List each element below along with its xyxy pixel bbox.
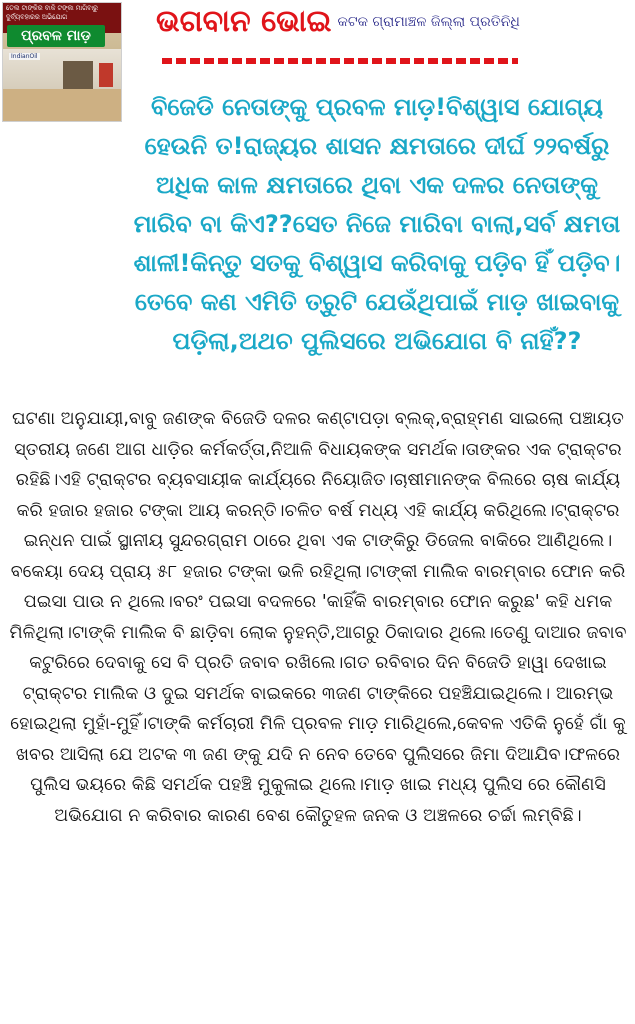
byline bbox=[156, 4, 631, 52]
thumbnail-door bbox=[63, 61, 93, 89]
thumbnail-ground bbox=[3, 89, 121, 121]
thumbnail-fuel-pump bbox=[99, 63, 113, 87]
news-thumbnail-image bbox=[2, 2, 122, 122]
article-highlight: ବିଜେଡି ନେତାଙ୍କୁ ପ୍ରବଳ ମାଡ଼!ବିଶ୍ୱାସ ଯୋଗ୍ୟ ହେଉନି ତ!ରାଜ୍ୟର ଶାସନ କ୍ଷମତାରେ ଦୀର୍ଘ ୨୨ବର୍ଷରୁ ଅଧିକ କାଳ କ୍ଷମତାରେ ଥିବା ଏକ ଦଳର ନେତାଙ୍କୁ ମାରିବ ବା କିଏ??ସେତ ନିଜେ ମାରିବା ବାଲା,ସର୍ବ କ୍ଷମତା ଶାଳୀ!କିନ୍ତୁ ସତକୁ ବିଶ୍ୱାସ କରିବାକୁ ପଡ଼ିବ ହିଁ ପଡ଼ିବ।ତେବେ କଣ ଏମିତି ତ୍ରୁଟି ଯେଉଁଥିପାଇଁ ମାଡ଼ ଖାଇବାକୁ ପଡ଼ିଲା,ଅଥଚ ପୁଲିସରେ ଅଭିଯୋଗ ବି ନାହିଁ?? bbox=[133, 93, 621, 355]
reporter-name: ଭଗବାନ ଭୋଇ bbox=[156, 4, 332, 39]
dashed-divider bbox=[162, 58, 518, 64]
reporter-designation: କଟକ ଗ୍ରାମାଞ୍ଚଳ ଜିଲ୍ଲା ପ୍ରତିନିଧି bbox=[337, 13, 520, 30]
thumbnail-banner: ପ୍ରବଳ ମାଡ଼ bbox=[7, 25, 105, 47]
article-body: ଘଟଣା ଅନୁଯାୟୀ,ବାବୁ ଜଣଙ୍କ ବିଜେଡି ଦଳର କଣ୍ଟାପଡ଼ା ବ୍ଲକ୍,ବ୍ରାହ୍ମଣ ସାଇଲୋ ପଞ୍ଚାୟତ ସ୍ତରୀୟ ଜଣେ ଆଗ ଧାଡ଼ିର କର୍ମକର୍ତ୍ତା,ନିଆଳି ବିଧାୟକଙ୍କ ସମର୍ଥକ।ତାଙ୍କର ଏକ ଟ୍ରାକ୍ଟର ରହିଛି।ଏହି ଟ୍ରାକ୍ଟର ବ୍ୟବସାୟୀକ କାର୍ଯ୍ୟରେ ନିୟୋଜିତ।ଚାଷୀମାନଙ୍କ ବିଲରେ ଚାଷ କାର୍ଯ୍ୟ କରି ହଜାର ହଜାର ଟଙ୍କା ଆୟ କରନ୍ତି।ଚଳିତ ବର୍ଷ ମଧ୍ୟ ଏହି କାର୍ଯ୍ୟ କରିଥିଲେ।ଟ୍ରାକ୍ଟର ଇନ୍ଧନ ପାଇଁ ସ୍ଥାନୀୟ ସୁନ୍ଦରଗ୍ରାମ ଠାରେ ଥିବା ଏକ ଟାଙ୍କିରୁ ଡିଜେଲ ବାକିରେ ଆଣିଥିଲେ।ବକେୟା ଦେୟ ପ୍ରାୟ ୫୮ ହଜାର ଟଙ୍କା ଭଳି ରହିଥିଲା।ଟାଙ୍କୀ ମାଲିକ ବାରମ୍ବାର ଫୋନ କରି ପଇସା ପାଉ ନ ଥିଲେ।ବରଂ ପଇସା ବଦଳରେ 'କାହିଁକି ବାରମ୍ବାର ଫୋନ କରୁଛ' କହି ଧମକ ମିଳିଥିଲା।ଟାଙ୍କି ମାଲିକ ବି ଛାଡ଼ିବା ଲୋକ ନୁହନ୍ତି,ଆଗରୁ ଠିକାଦାର ଥିଲେ।ତେଣୁ ଦାଆର ଜବାବ କଟୁରିରେ ଦେବାକୁ ସେ ବି ପ୍ରତି ଜବାବ ରଖିଲେ।ଗତ ରବିବାର ଦିନ ବିଜେଡି ହାୱା ଦେଖାଇ ଟ୍ରାକ୍ଟର ମାଲିକ ଓ ଦୁଇ ସମର୍ଥକ ବାଇକରେ ୩ଜଣ ଟାଙ୍କିରେ ପହଞ୍ଚିଯାଇଥିଲେ। ଆରମ୍ଭ ହୋଇଥିଲା ମୁହାଁ-ମୁହିଁ।ଟାଙ୍କି କର୍ମଚାରୀ ମିଳି ପ୍ରବଳ ମାଡ଼ ମାରିଥିଲେ,କେବଳ ଏତିକି ନୁହେଁ ଗାଁ କୁ ଖବର ଆସିଲା ଯେ ଅଟକ ୩ ଜଣ ଙ୍କୁ ଯଦି ନ ନେବ ତେବେ ପୁଲିସରେ ଜିମା ଦିଆଯିବ।ଫଳରେ ପୁଲିସ ଭୟରେ କିଛି ସମର୍ଥକ ପହଞ୍ଚି ମୁକୁଳାଇ ଥିଲେ।ମାଡ଼ ଖାଇ ମଧ୍ୟ ପୁଲିସ ରେ କୌଣସି ଅଭିଯୋଗ ନ କରିବାର କାରଣ ବେଶ କୌତୁହଳ ଜନକ ଓ ଅଞ୍ଚଳରେ ଚର୍ଚ୍ଚା ଲମ୍ବିଛି। bbox=[9, 409, 627, 826]
thumbnail-top-caption: ତେଲ ଟାଙ୍କିର ବାକି ଟଙ୍କା ମାଗିବାରୁ ଦୁର୍ବ୍ୟବହାରର ଅଭିଯୋଗ bbox=[3, 3, 121, 33]
thumbnail-sign: IndianOil bbox=[11, 53, 38, 60]
